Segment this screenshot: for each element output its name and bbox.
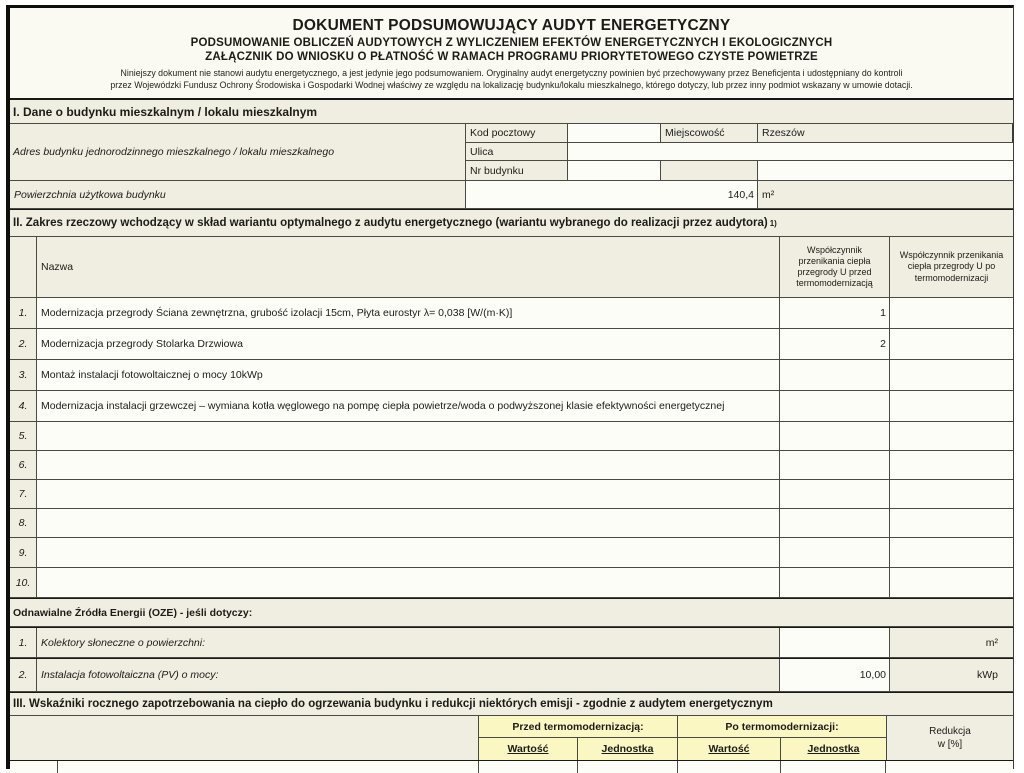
- partial-cell: [479, 761, 578, 773]
- col-header-number: [10, 237, 37, 297]
- unit-header-before: Jednostka: [578, 738, 678, 760]
- oze-unit: m²: [985, 636, 998, 649]
- building-no-label: Nr budynku: [466, 161, 568, 180]
- before-group-header: Przed termomodernizacją:: [479, 716, 678, 737]
- building-no-input-1: [568, 161, 661, 180]
- oze-heading: Odnawialne Źródła Energii (OZE) - jeśli dotyczy:: [10, 598, 1013, 627]
- row-number: 10.: [10, 568, 37, 597]
- row-u-before: 2: [780, 329, 890, 359]
- row-name: [37, 568, 780, 597]
- city-value: Rzeszów: [762, 127, 805, 139]
- row-u-after: [890, 451, 1013, 479]
- oze-row: [10, 627, 1013, 658]
- reduction-header: [886, 716, 1013, 760]
- area-unit: m²: [762, 188, 775, 201]
- unit-header-after: Jednostka: [781, 738, 886, 760]
- table-row: [10, 329, 1013, 360]
- reduction-header-line-1: Redukcja: [929, 726, 971, 737]
- partial-cell: [678, 761, 781, 773]
- row-number: 3.: [10, 360, 37, 390]
- after-group-header: Po termomodernizacji:: [678, 716, 886, 737]
- row-u-before: [780, 422, 890, 450]
- city-label: Miejscowość: [661, 124, 758, 142]
- table-row: [10, 568, 1013, 598]
- table-row: [10, 480, 1013, 509]
- table-row: [10, 538, 1013, 568]
- oze-label: Kolektory słoneczne o powierzchni:: [37, 628, 780, 657]
- row-u-before: [780, 360, 890, 390]
- street-label: Ulica: [466, 143, 568, 160]
- oze-value: 10,00: [780, 659, 890, 691]
- col-header-u-before: Współczynnik przenikania ciepła przegrody U przed termomodernizacją: [780, 237, 890, 297]
- oze-label: Instalacja fotowoltaiczna (PV) o mocy:: [37, 659, 780, 691]
- section2-heading-footnote: 1): [769, 218, 777, 228]
- value-header-after: Wartość: [678, 738, 781, 760]
- doc-disclaimer-line-1: Niniejszy dokument nie stanowi audytu energetycznego, a jest jedynie jego podsumowaniem. Oryginalny audyt energetyczny powinien być przechowywany przez Beneficjenta i udostępniany do kontroli: [120, 68, 903, 78]
- table-row: [10, 360, 1013, 391]
- row-name: [37, 422, 780, 450]
- partial-cell: [58, 761, 479, 773]
- row-u-before: [780, 391, 890, 421]
- doc-disclaimer-line-2: przez Wojewódzki Fundusz Ochrony Środowiska i Gospodarki Wodnej właściwy ze względu na lokalizację budynku/lokalu mieszkalnego, którego dotyczy, lub przez inny podmiot wskazany w umowie dotacji.: [110, 79, 913, 90]
- section3-header-columns: [479, 716, 886, 760]
- row-u-after: [890, 538, 1013, 567]
- row-u-after: [890, 329, 1013, 359]
- oze-value: [780, 628, 890, 657]
- row-u-before: [780, 480, 890, 508]
- document-header: [10, 8, 1013, 100]
- section1-heading: I. Dane o budynku mieszkalnym / lokalu mieszkalnym: [10, 100, 1013, 124]
- doc-title: DOKUMENT PODSUMOWUJĄCY AUDYT ENERGETYCZNY: [292, 17, 731, 34]
- oze-row-number: 1.: [10, 628, 37, 657]
- col-header-u-after: Współczynnik przenikania ciepła przegrody U po termomodernizacji: [899, 250, 1004, 283]
- value-header-before: Wartość: [479, 738, 578, 760]
- area-label: Powierzchnia użytkowa budynku: [10, 181, 466, 208]
- row-name: Modernizacja instalacji grzewczej – wymiana kotła węglowego na pompę ciepła powietrze/woda o podwyższonej klasie efektywności energetycznej: [37, 391, 780, 421]
- partial-row: [10, 761, 1013, 773]
- oze-row-number: 2.: [10, 659, 37, 691]
- row-u-after: [890, 422, 1013, 450]
- row-u-before: [780, 538, 890, 567]
- section3-group-row: [479, 716, 886, 738]
- row-number: 7.: [10, 480, 37, 508]
- table-row: [10, 509, 1013, 538]
- partial-cell: [886, 761, 1013, 773]
- postal-code-label: Kod pocztowy: [466, 124, 568, 142]
- row-u-after: [890, 568, 1013, 597]
- table-row: [10, 298, 1013, 329]
- row-name: Modernizacja przegrody Ściana zewnętrzna, grubość izolacji 15cm, Płyta eurostyr λ= 0,038 [W/(m·K)]: [37, 298, 780, 328]
- partial-cell: [781, 761, 886, 773]
- row-name: [37, 509, 780, 537]
- table-row: [10, 391, 1013, 422]
- doc-subtitle-1: PODSUMOWANIE OBLICZEŃ AUDYTOWYCH Z WYLICZENIEM EFEKTÓW ENERGETYCZNYCH I EKOLOGICZNYCH: [190, 37, 833, 49]
- row-number: 2.: [10, 329, 37, 359]
- row-name: Montaż instalacji fotowoltaicznej o mocy 10kWp: [37, 360, 780, 390]
- building-no-input-3: [758, 161, 1013, 180]
- section2-heading-text: II. Zakres rzeczowy wchodzący w skład wariantu optymalnego z audytu energetycznego (wariantu wybranego do realizacji przez audytora): [13, 217, 768, 229]
- row-number: 5.: [10, 422, 37, 450]
- partial-cell: [578, 761, 678, 773]
- row-u-after: [890, 480, 1013, 508]
- row-number: 1.: [10, 298, 37, 328]
- row-name: [37, 538, 780, 567]
- row-u-before: 1: [780, 298, 890, 328]
- address-row-postal-city: [466, 124, 1013, 143]
- row-name: Modernizacja przegrody Stolarka Drzwiowa: [37, 329, 780, 359]
- row-u-before: [780, 568, 890, 597]
- row-u-after: [890, 298, 1013, 328]
- row-u-before: [780, 509, 890, 537]
- partial-cell: [10, 761, 58, 773]
- address-block: [10, 124, 1013, 181]
- doc-disclaimer: [10, 68, 1013, 92]
- section3-header-block: [10, 716, 1013, 761]
- postal-code-input: [568, 124, 661, 142]
- row-u-before: [780, 451, 890, 479]
- building-no-input-2: [661, 161, 758, 180]
- section3-sub-row: [479, 738, 886, 760]
- row-number: 8.: [10, 509, 37, 537]
- row-number: 4.: [10, 391, 37, 421]
- row-name: [37, 451, 780, 479]
- address-label: Adres budynku jednorodzinnego mieszkalnego / lokalu mieszkalnego: [10, 124, 466, 180]
- row-number: 9.: [10, 538, 37, 567]
- row-u-after: [890, 360, 1013, 390]
- oze-row: [10, 658, 1013, 692]
- address-fields: [466, 124, 1013, 180]
- row-u-after: [890, 391, 1013, 421]
- row-number: 6.: [10, 451, 37, 479]
- section2-column-headers: [10, 237, 1013, 298]
- table-row: [10, 422, 1013, 451]
- street-input: [568, 143, 1013, 160]
- reduction-header-line-2: w [%]: [937, 739, 963, 750]
- col-header-name: Nazwa: [37, 237, 780, 297]
- address-row-street: [466, 143, 1013, 161]
- section2-heading: [10, 209, 1013, 237]
- area-row: [10, 181, 1013, 209]
- row-name: [37, 480, 780, 508]
- table-row: [10, 451, 1013, 480]
- address-row-building-no: [466, 161, 1013, 180]
- oze-unit: kWp: [977, 669, 998, 681]
- document-frame: [6, 5, 1014, 769]
- area-value: 140,4: [466, 181, 758, 208]
- row-u-after: [890, 509, 1013, 537]
- section3-heading: III. Wskaźniki rocznego zapotrzebowania na ciepło do ogrzewania budynku i redukcji niektórych emisji - zgodnie z audytem energetycznym: [10, 692, 1013, 716]
- section3-header-spacer: [10, 716, 479, 760]
- doc-subtitle-2: ZAŁĄCZNIK DO WNIOSKU O PŁATNOŚĆ W RAMACH PROGRAMU PRIORYTETOWEGO CZYSTE POWIETRZE: [205, 51, 818, 63]
